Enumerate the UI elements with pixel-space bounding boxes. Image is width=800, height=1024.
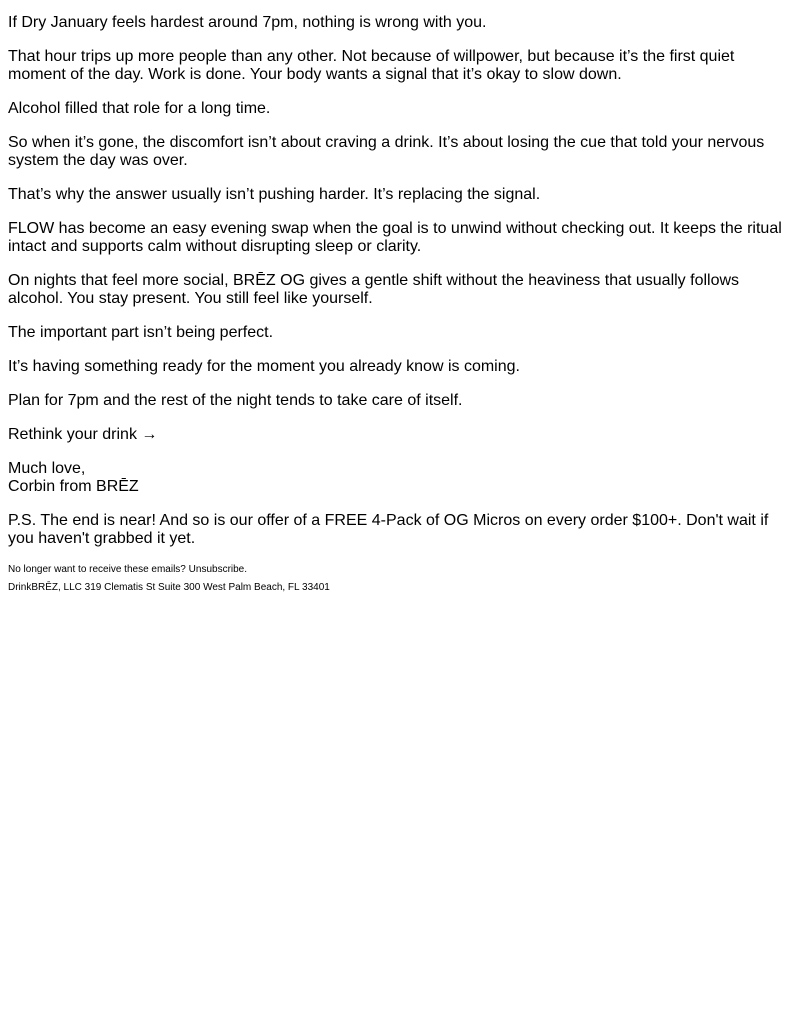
postscript: P.S. The end is near! And so is our offer of a FREE 4-Pack of OG Micros on every order $100+. Don't wait if you haven't grabbed it yet. — [8, 512, 769, 547]
paragraph-flow: FLOW has become an easy evening swap when the goal is to unwind without checking out. It keeps the ritual intact and supports calm without disrupting sleep or clarity. — [8, 220, 782, 255]
signoff-greeting: Much love, — [8, 460, 86, 477]
paragraph-plan: Plan for 7pm and the rest of the night tends to take care of itself. — [8, 392, 463, 409]
rethink-drink-link[interactable]: Rethink your drink → — [8, 426, 158, 443]
unsubscribe-prefix: No longer want to receive these emails? — [8, 564, 186, 575]
paragraph-hour: That hour trips up more people than any other. Not because of willpower, but because it’s the first quiet moment of the day. Work is done. Your body wants a signal that it’s okay to slow down. — [8, 48, 735, 83]
company-address: DrinkBRĒZ, LLC 319 Clematis St Suite 300 West Palm Beach, FL 33401 — [8, 582, 330, 593]
signoff-sender: Corbin from BRĒZ — [8, 478, 139, 495]
paragraph-alcohol-role: Alcohol filled that role for a long time. — [8, 100, 271, 117]
paragraph-not-perfect: The important part isn’t being perfect. — [8, 324, 274, 341]
unsubscribe-link[interactable]: Unsubscribe. — [188, 564, 248, 575]
unsubscribe-line — [8, 564, 792, 576]
paragraph-discomfort: So when it’s gone, the discomfort isn’t about craving a drink. It’s about losing the cue that told your nervous system the day was over. — [8, 134, 765, 169]
paragraph-brez-og: On nights that feel more social, BRĒZ OG gives a gentle shift without the heaviness that usually follows alcohol. You stay present. You still feel like yourself. — [8, 272, 740, 307]
paragraph-ready: It’s having something ready for the moment you already know is coming. — [8, 358, 520, 375]
paragraph-intro: If Dry January feels hardest around 7pm, nothing is wrong with you. — [8, 14, 487, 31]
signoff — [8, 460, 792, 496]
cta-paragraph — [8, 426, 792, 444]
paragraph-replace-signal: That’s why the answer usually isn’t pushing harder. It’s replacing the signal. — [8, 186, 541, 203]
email-footer — [8, 564, 792, 594]
